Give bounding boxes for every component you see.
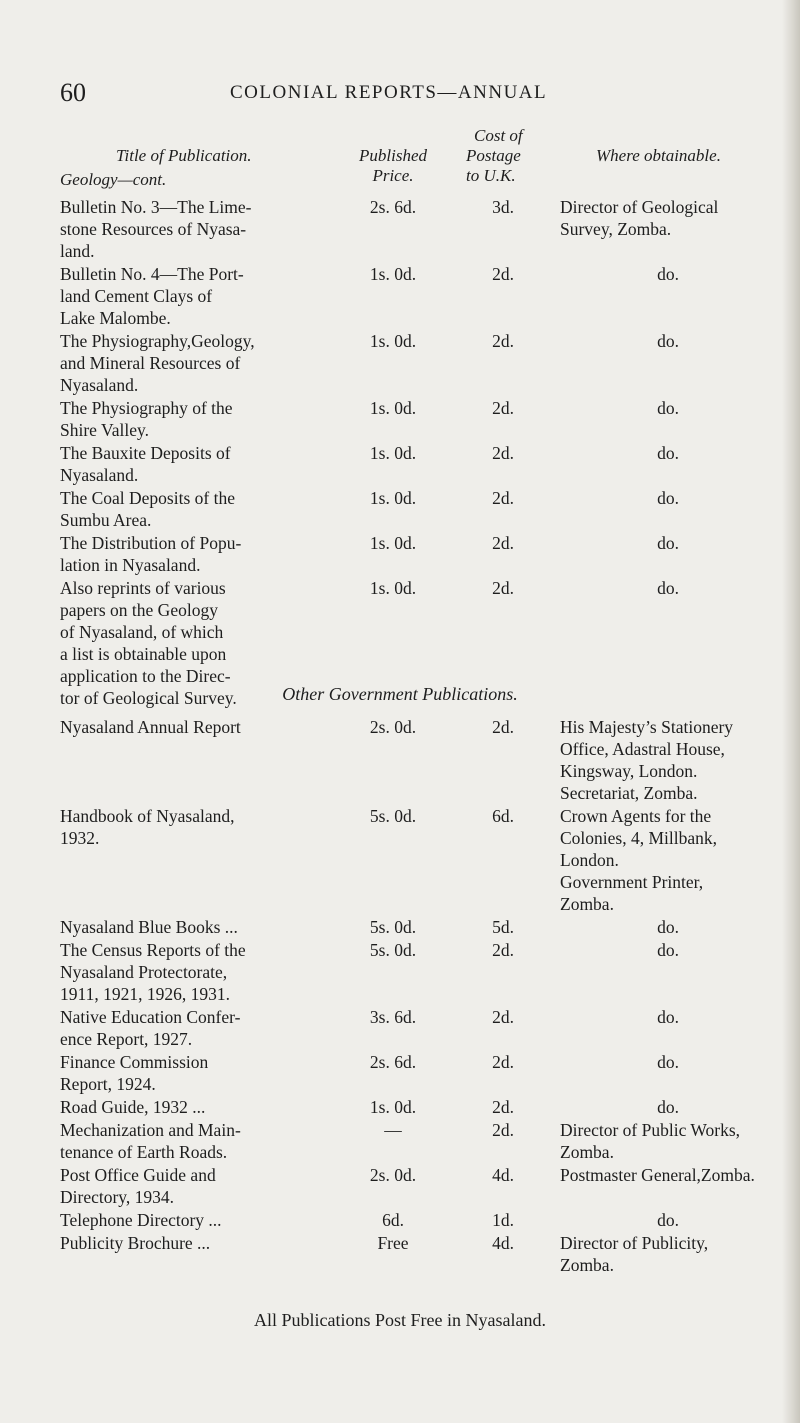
publication-price: 5s. 0d. [369,917,417,937]
where-obtainable: do. [657,331,679,351]
publication-title: The Physiography,Geology, and Mineral Resources of Nyasaland. [60,331,255,395]
publication-title: Handbook of Nyasaland, 1932. [60,806,235,848]
postage-cost: 1d. [492,1210,514,1230]
publication-title: Nyasaland Annual Report [60,717,241,737]
postage-cost: 2d. [492,488,514,508]
postage-cost: 2d. [492,398,514,418]
column-header-price: Published Price. [359,146,427,185]
postage-cost: 2d. [492,264,514,284]
publication-title: Telephone Directory ... [60,1210,222,1230]
publication-price: 2s. 0d. [369,717,417,737]
where-obtainable: His Majesty’s Stationery Office, Adastral House, Kingsway, London. Secretariat, Zomba. [560,717,734,803]
publication-price: — [384,1120,402,1140]
publication-title: Post Office Guide and Directory, 1934. [60,1165,216,1207]
where-obtainable: do. [657,917,679,937]
postage-cost: 2d. [492,940,514,960]
running-title: COLONIAL REPORTS—ANNUAL [230,82,548,103]
where-obtainable: do. [657,578,679,598]
footer-note: All Publications Post Free in Nyasaland. [254,1310,546,1330]
postage-cost: 2d. [492,1097,514,1117]
where-obtainable: do. [657,488,679,508]
postage-cost: 6d. [492,806,514,826]
postage-cost: 2d. [492,578,514,598]
publication-title: The Distribution of Popu- lation in Nyasaland. [60,533,242,575]
postage-cost: 3d. [492,197,514,217]
publication-price: 2s. 0d. [369,1165,417,1185]
publication-price: 1s. 0d. [369,443,417,463]
postage-cost: 2d. [492,1052,514,1072]
where-obtainable: do. [657,398,679,418]
publication-title: Native Education Confer- ence Report, 1927. [60,1007,241,1049]
publication-price: 1s. 0d. [369,533,417,553]
publication-price: 1s. 0d. [369,488,417,508]
publication-price: 5s. 0d. [369,806,417,826]
postage-cost: 2d. [492,1120,514,1140]
publication-title: The Census Reports of the Nyasaland Protectorate, 1911, 1921, 1926, 1931. [60,940,246,1004]
postage-cost: 4d. [492,1233,514,1253]
where-obtainable: do. [657,1097,679,1117]
publication-title: Mechanization and Main- tenance of Earth Roads. [60,1120,241,1162]
postage-cost: 2d. [492,331,514,351]
where-obtainable: Director of Geological Survey, Zomba. [560,197,719,239]
publication-title: The Physiography of the Shire Valley. [60,398,233,440]
section-label-geology: Geology—cont. [60,170,167,189]
page-number: 60 [60,78,86,107]
where-obtainable: do. [657,940,679,960]
publication-price: Free [377,1233,409,1253]
publication-title: Nyasaland Blue Books ... [60,917,238,937]
where-obtainable: do. [657,1007,679,1027]
where-obtainable: do. [657,264,679,284]
column-header-where: Where obtainable. [596,146,721,165]
publication-title: Bulletin No. 4—The Port- land Cement Clays of Lake Malombe. [60,264,244,328]
postage-cost: 2d. [492,443,514,463]
publication-title: The Bauxite Deposits of Nyasaland. [60,443,231,485]
publication-price: 3s. 6d. [369,1007,417,1027]
postage-cost: 2d. [492,1007,514,1027]
postage-cost: 5d. [492,917,514,937]
publication-price: 1s. 0d. [369,398,417,418]
where-obtainable: Director of Publicity, Zomba. [560,1233,709,1275]
where-obtainable: Director of Public Works, Zomba. [560,1120,741,1162]
publication-price: 2s. 6d. [369,1052,417,1072]
where-obtainable: Crown Agents for the Colonies, 4, Millbank, London. Government Printer, Zomba. [560,806,718,914]
where-obtainable: do. [657,443,679,463]
publication-title: Bulletin No. 3—The Lime- stone Resources of Nyasa- land. [60,197,252,261]
page-header [0,78,800,110]
section-heading-other: Other Government Publications. [282,684,518,704]
where-obtainable: do. [657,1052,679,1072]
publication-price: 6d. [382,1210,404,1230]
publication-price: 2s. 6d. [369,197,417,217]
postage-cost: 2d. [492,533,514,553]
publication-price: 1s. 0d. [369,1097,417,1117]
publication-title: Road Guide, 1932 ... [60,1097,206,1117]
column-header-postage: Cost of Postage to U.K. [466,126,523,185]
postage-cost: 2d. [492,717,514,737]
publication-title: The Coal Deposits of the Sumbu Area. [60,488,235,530]
publication-price: 1s. 0d. [369,578,417,598]
publication-price: 1s. 0d. [369,331,417,351]
publication-title: Publicity Brochure ... [60,1233,211,1253]
column-header-title: Title of Publication. [116,146,252,165]
publication-price: 5s. 0d. [369,940,417,960]
publication-price: 1s. 0d. [369,264,417,284]
postage-cost: 4d. [492,1165,514,1185]
publication-title: Also reprints of various papers on the Geology of Nyasaland, of which a list is obtainable upon application to the Direc- tor of Geological Survey. [60,578,237,708]
publication-title: Finance Commission Report, 1924. [60,1052,209,1094]
where-obtainable: Postmaster General,Zomba. [560,1165,755,1185]
page-edge-shadow [782,0,800,1423]
where-obtainable: do. [657,533,679,553]
where-obtainable: do. [657,1210,679,1230]
